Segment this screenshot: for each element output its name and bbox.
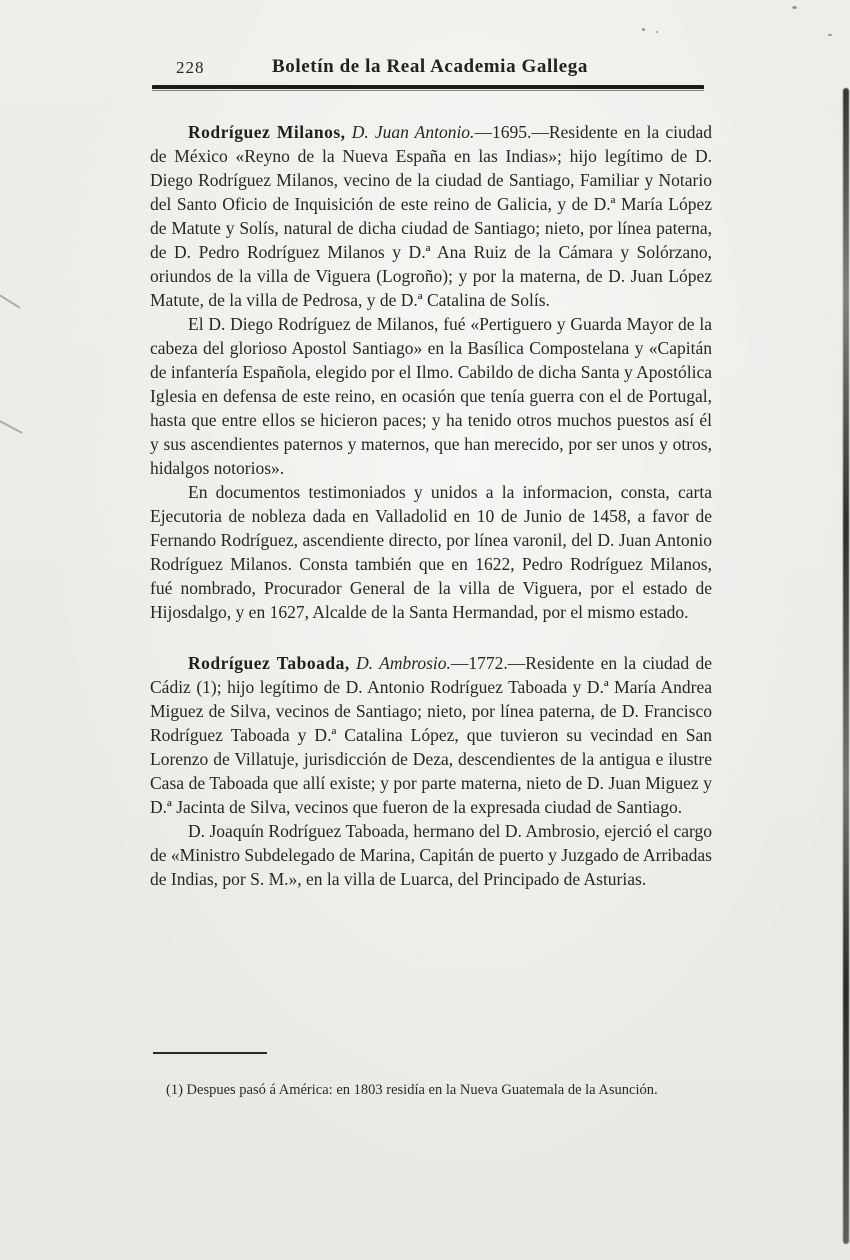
entry-paragraph: El D. Diego Rodríguez de Milanos, fué «Pertiguero y Guarda Mayor de la cabeza del glorioso Apostol Santiago» en la Basílica Compostelana y «Capitán de infantería Española, elegido por el Ilmo. Cabildo de dicha Santa y Apostólica Iglesia en defensa de este reino, en ocasión que tenía guerra con el de Portugal, hasta que entre ellos se hicieron paces; y ha tenido otros muchos puestos así él y sus ascendientes paternos y maternos, que han merecido, por ser unos y otros, hidalgos notorios». [150,314,712,478]
scan-edge-artifact [843,88,849,1244]
entry-person: D. Ambrosio. [356,653,451,673]
footnote-text: (1) Despues pasó á América: en 1803 residía en la Nueva Guatemala de la Asunción. [166,1081,658,1098]
scan-margin-mark [0,293,21,308]
scan-speck [828,34,832,36]
header-rule [152,85,704,92]
entry-name: Rodríguez Taboada, [188,653,350,673]
footnote-rule [153,1052,267,1054]
scan-speck [642,28,645,31]
entry-name: Rodríguez Milanos, [188,122,346,142]
text-block [150,120,712,891]
entry-heading-paragraph [150,651,712,819]
entry-intro-text: —1772.—Residente en la ciudad de Cádiz (1); hijo legítimo de D. Antonio Rodríguez Taboada y D.ª María Andrea Miguez de Silva, vecinos de Santiago; nieto, por línea paterna, de D. Francisco Rodríguez Taboada y D.ª Catalina López, que tuvieron su vecindad en San Lorenzo de Villatuje, jurisdicción de Deza, descendientes de la antigua e ilustre Casa de Taboada que allí existe; y por parte materna, nieto de D. Juan Miguez y D.ª Jacinta de Silva, vecinos que fueron de la expresada ciudad de Santiago. [150,653,713,817]
entry-paragraph: D. Joaquín Rodríguez Taboada, hermano del D. Ambrosio, ejerció el cargo de «Ministro Subdelegado de Marina, Capitán de puerto y Juzgado de Arribadas de Indias, por S. M.», en la villa de Luarca, del Principado de Asturias. [150,821,712,889]
scan-margin-mark [0,418,23,434]
page-header [150,56,710,78]
scan-speck [792,6,797,9]
scan-speck [656,31,658,33]
entry-heading-paragraph [150,120,712,312]
entry-person: D. Juan Antonio. [351,122,475,142]
entry-paragraph: En documentos testimoniados y unidos a la informacion, consta, carta Ejecutoria de nobleza dada en Valladolid en 10 de Junio de 1458, a favor de Fernando Rodríguez, ascendiente directo, por línea varonil, del D. Juan Antonio Rodríguez Milanos. Consta también que en 1622, Pedro Rodríguez Milanos, fué nombrado, Procurador General de la villa de Viguera, por el estado de Hijosdalgo, y en 1627, Alcalde de la Santa Hermandad, por el mismo estado. [150,482,712,622]
page-number: 228 [176,58,205,77]
entry-intro-text: —1695.—Residente en la ciudad de México «Reyno de la Nueva España en las Indias»; hijo legítimo de D. Diego Rodríguez Milanos, vecino de la ciudad de Santiago, Familiar y Notario del Santo Oficio de Inquisición de este reino de Galicia, y de D.ª María López de Matute y Solís, natural de dicha ciudad de Santiago; nieto, por línea paterna, de D. Pedro Rodríguez Milanos y D.ª Ana Ruiz de la Cámara y Solórzano, oriundos de la villa de Viguera (Logroño); y por la materna, de D. Juan López Matute, de la villa de Pedrosa, y de D.ª Catalina de Solís. [150,122,712,310]
journal-title: Boletín de la Real Academia Gallega [271,56,588,77]
